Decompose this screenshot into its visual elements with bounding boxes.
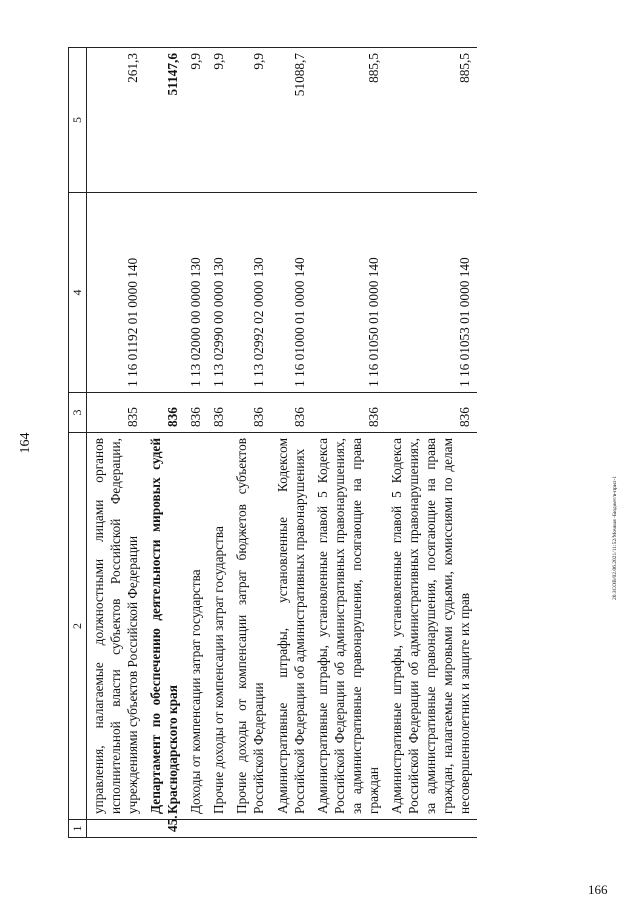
row-name: управления, налагаемые должностными лицами органов исполнительной власти субъектов Российской Федерации, учреждениями субъектов Российской Федерации [87,433,145,820]
printed-page-number: 164 [18,432,33,454]
row-admin-code: 836 [385,393,477,433]
row-admin-code: 836 [184,393,207,433]
row-name: Прочие доходы от компенсации затрат бюджетов субъектов Российской Федерации [230,433,270,820]
row-admin-code: 835 [87,393,145,433]
row-number [184,820,207,838]
table-row [311,48,385,838]
row-budget-code: 1 16 01050 01 0000 140 [311,193,385,393]
row-name: Административные штрафы, установленные главой 5 Кодекса Российской Федерации об административных правонарушениях, за административные правонарушения, посягающие на права граждан [311,433,385,820]
row-budget-code: 1 16 01192 01 0000 140 [87,193,145,393]
table-row [144,48,184,838]
col-header-3: 3 [69,393,87,433]
row-amount: 51088,7 [271,48,311,193]
row-admin-code: 836 [144,393,184,433]
table-row [184,48,207,838]
table-row [207,48,230,838]
table-row [385,48,477,838]
row-name: Доходы от компенсации затрат государства [184,433,207,820]
row-number [385,820,477,838]
row-amount: 51147,6 [144,48,184,193]
row-number: 45. [144,820,184,838]
col-header-1: 1 [69,820,87,838]
row-budget-code: 1 13 02000 00 0000 130 [184,193,207,393]
page-number: 166 [588,882,608,897]
row-name: Административные штрафы, установленные главой 5 Кодекса Российской Федерации об административных правонарушениях, за административные правонарушения, посягающие на права граждан, налагаемые мировыми судьями, комиссиями по делам несовершеннолетних и защите их прав [385,433,477,820]
row-number [230,820,270,838]
row-amount: 885,5 [385,48,477,193]
column-number-row [69,48,87,838]
row-budget-code: 1 16 01053 01 0000 140 [385,193,477,393]
row-name: Департамент по обеспечению деятельности мировых судей Краснодарского края [144,433,184,820]
row-number [311,820,385,838]
row-name: Административные штрафы, установленные Кодексом Российской Федерации об административных правонарушениях [271,433,311,820]
col-header-4: 4 [69,193,87,393]
rotated-page-content [18,48,598,838]
row-number [207,820,230,838]
row-admin-code: 836 [230,393,270,433]
col-header-2: 2 [69,433,87,820]
table-row [230,48,270,838]
row-amount: 9,9 [207,48,230,193]
table-row [87,48,145,838]
row-admin-code: 836 [207,393,230,433]
row-budget-code: 1 16 01000 01 0000 140 [271,193,311,393]
row-number [87,820,145,838]
row-amount: 9,9 [184,48,207,193]
revenue-table [68,47,477,838]
row-admin-code: 836 [311,393,385,433]
col-header-5: 5 [69,48,87,193]
row-budget-code: 1 13 02992 02 0000 130 [230,193,270,393]
row-budget-code: 1 13 02990 00 0000 130 [207,193,230,393]
row-admin-code: 836 [271,393,311,433]
row-number [271,820,311,838]
footer-code: 20.ЗСОВ/02.06.2021/11:52/Мочная -Бюджет/в-прил-1 [612,475,618,600]
table-row [271,48,311,838]
row-amount: 261,3 [87,48,145,193]
row-budget-code [144,193,184,393]
row-amount: 9,9 [230,48,270,193]
row-name: Прочие доходы от компенсации затрат государства [207,433,230,820]
row-amount: 885,5 [311,48,385,193]
